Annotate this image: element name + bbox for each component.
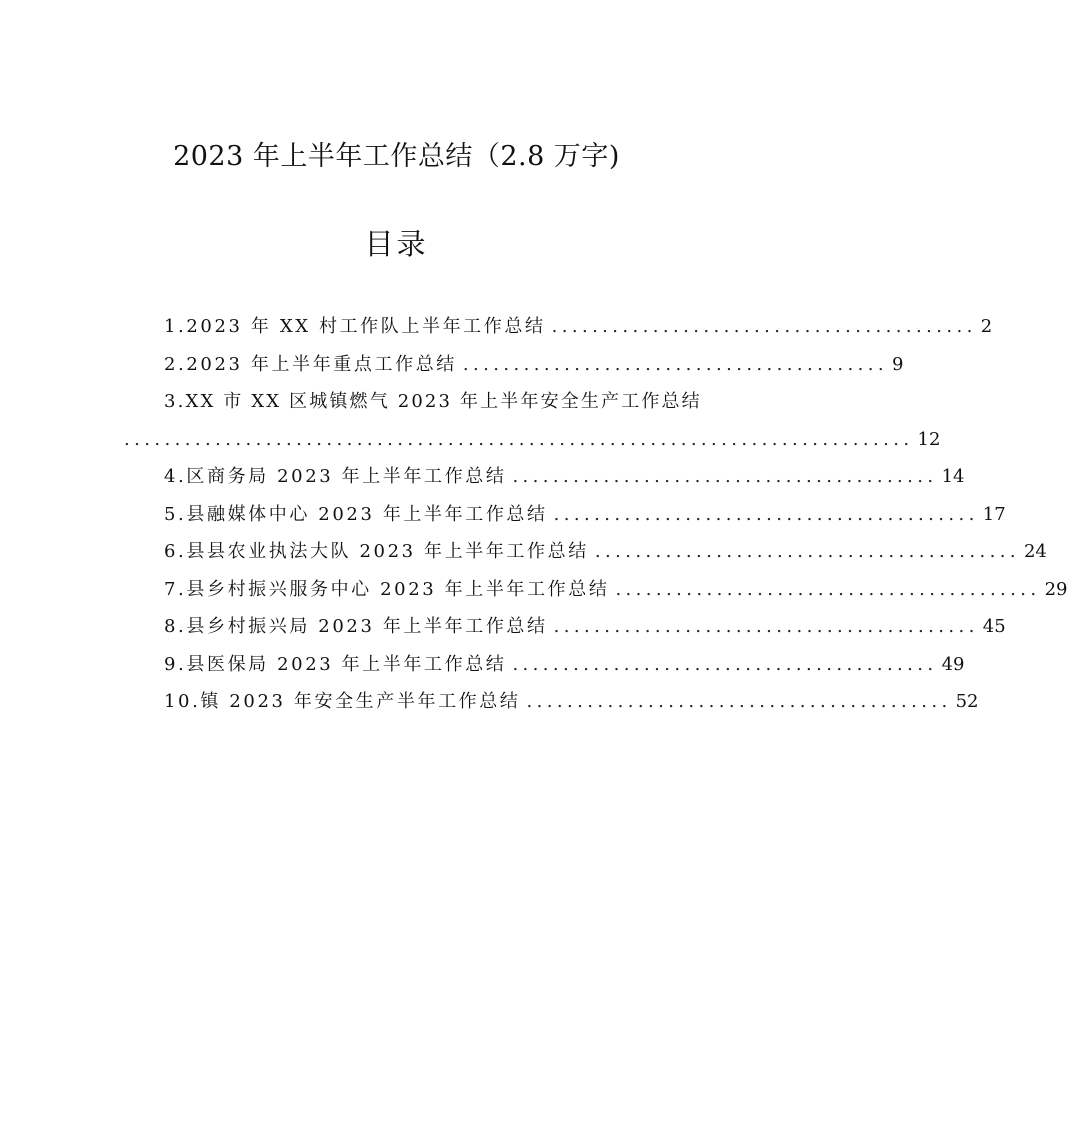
toc-entry-label: 9.县医保局 2023 年上半年工作总结 (164, 653, 507, 675)
toc-entry-page: 24 (1023, 541, 1047, 562)
toc-entry-label: 4.区商务局 2023 年上半年工作总结 (164, 466, 507, 487)
toc-entry-page: 2 (980, 316, 993, 337)
toc-entry-label: 1.2023 年 XX 村工作队上半年工作总结 (164, 316, 546, 337)
toc-leader-dots: .......................................... (594, 541, 1020, 562)
toc-entry-page: 17 (982, 503, 1006, 525)
toc-entry-4[interactable] (124, 458, 965, 496)
toc-entry-5[interactable] (124, 496, 1006, 534)
toc-entry-page: 45 (982, 616, 1006, 637)
document-title: 2023 年上半年工作总结（2.8 万字) (173, 141, 620, 172)
toc-entry-10[interactable] (124, 683, 979, 721)
toc-entry-page: 9 (892, 353, 904, 375)
toc-leader-dots: .......................................... (462, 353, 889, 375)
toc-leader-dots: .......................................... (526, 691, 952, 712)
toc-entry-page: 14 (941, 466, 965, 487)
toc-entry-1[interactable] (124, 308, 993, 346)
toc-leader-dots: .......................................... (551, 316, 977, 337)
toc-entry-6[interactable] (124, 533, 1047, 571)
toc-leader-dots: .......................................... (512, 653, 938, 675)
toc-entry-label: 2.2023 年上半年重点工作总结 (164, 353, 457, 375)
toc-entry-label: 3.XX 市 XX 区城镇燃气 2023 年上半年安全生产工作总结 (164, 391, 702, 412)
toc-entry-8[interactable] (124, 608, 1006, 646)
toc-entry-label: 7.县乡村振兴服务中心 2023 年上半年工作总结 (164, 578, 610, 600)
toc-entry-label: 8.县乡村振兴局 2023 年上半年工作总结 (164, 616, 548, 637)
toc-entry-9[interactable] (124, 646, 965, 684)
toc-leader-dots: .......................................... (512, 466, 938, 487)
toc-entry-page: 49 (941, 653, 965, 675)
table-of-contents (124, 308, 1067, 721)
toc-entry-2[interactable] (124, 346, 904, 384)
toc-leader-dots: .......................................... (553, 503, 979, 525)
toc-entry-label: 10.镇 2023 年安全生产半年工作总结 (164, 691, 521, 712)
toc-entry-3-continuation[interactable] (124, 421, 941, 459)
toc-leader-dots: .............................................................................. (124, 428, 914, 450)
toc-entry-3[interactable] (124, 383, 702, 421)
toc-leader-dots: .......................................... (553, 616, 979, 637)
toc-entry-page: 12 (917, 428, 941, 450)
toc-leader-dots: .......................................... (615, 578, 1041, 600)
toc-heading: 目录 (364, 227, 429, 261)
toc-entry-page: 52 (955, 691, 979, 712)
toc-entry-label: 6.县县农业执法大队 2023 年上半年工作总结 (164, 541, 589, 562)
toc-entry-page: 29 (1044, 578, 1067, 600)
toc-entry-7[interactable] (124, 571, 1067, 609)
toc-entry-label: 5.县融媒体中心 2023 年上半年工作总结 (164, 503, 548, 525)
